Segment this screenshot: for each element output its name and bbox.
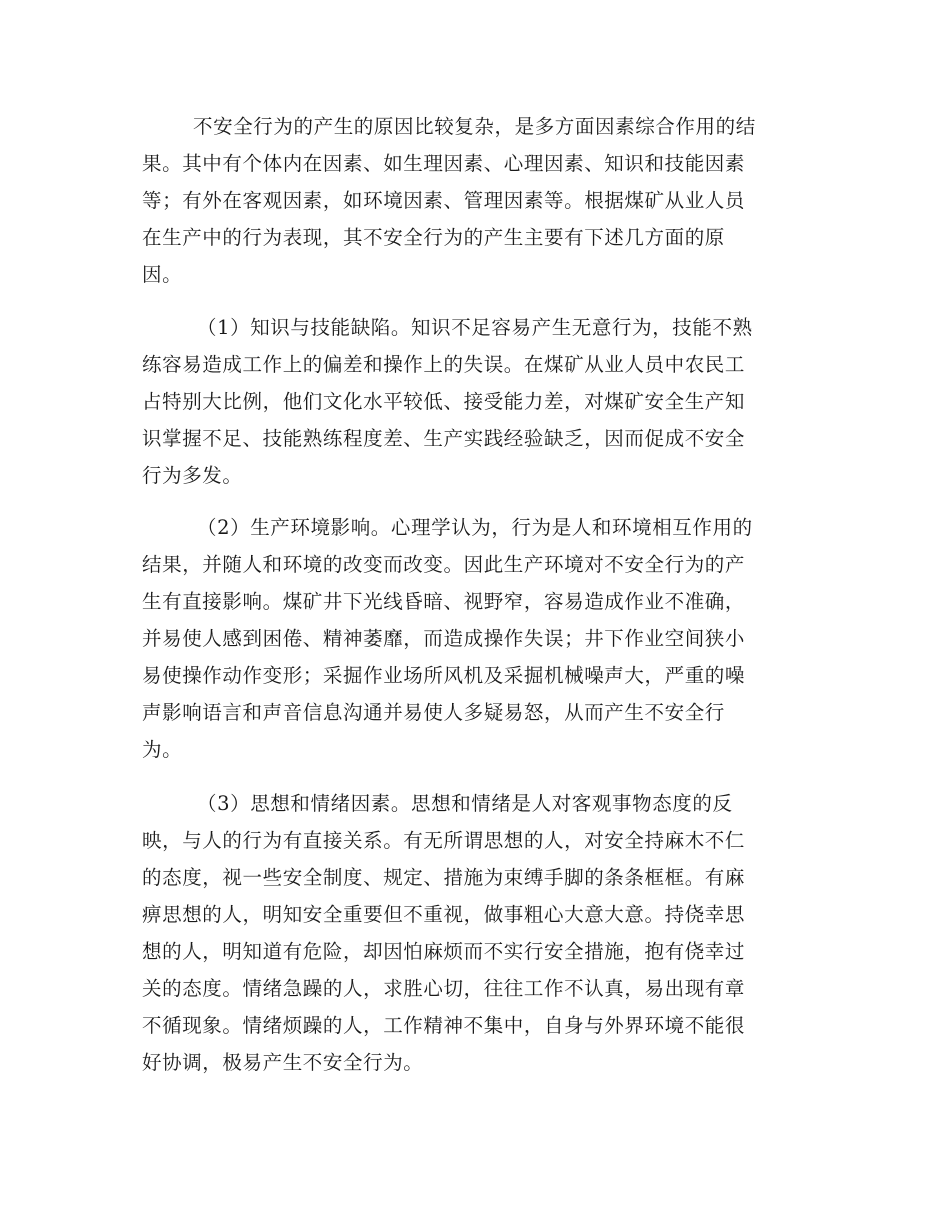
text-line: 在生产中的行为表现，其不安全行为的产生主要有下述几方面的原 (142, 226, 725, 249)
text-line: 痹思想的人，明知安全重要但不重视，做事粗心大意大意。持侥幸思 (142, 903, 746, 926)
text-line: 想的人，明知道有危险，却因怕麻烦而不实行安全措施，抱有侥幸过 (142, 940, 746, 963)
text-line: 练容易造成工作上的偏差和操作上的失误。在煤矿从业人员中农民工 (142, 353, 746, 376)
text-line: 占特别大比例，他们文化水平较低、接受能力差，对煤矿安全生产知 (142, 390, 746, 413)
text-line: 的态度，视一些安全制度、规定、措施为束缚手脚的条条框框。有麻 (142, 866, 746, 889)
text-line: 映，与人的行为有直接关系。有无所谓思想的人，对安全持麻木不仁 (142, 829, 746, 852)
paragraph-knowledge-skill (142, 309, 806, 494)
text-line: （1）知识与技能缺陷。知识不足容易产生无意行为，技能不熟 (197, 316, 753, 339)
text-line: 识掌握不足、技能熟练程度差、生产实践经验缺乏，因而促成不安全 (142, 427, 746, 450)
text-line: 为。 (142, 738, 183, 761)
text-line: 果。其中有个体内在因素、如生理因素、心理因素、知识和技能因素 (142, 152, 746, 175)
paragraph-environment (142, 509, 806, 768)
text-line: 好协调，极易产生不安全行为。 (142, 1051, 424, 1074)
text-line: 不安全行为的产生的原因比较复杂，是多方面因素综合作用的结 (193, 115, 756, 138)
text-line: 行为多发。 (142, 464, 243, 487)
text-line: 生有直接影响。煤矿井下光线昏暗、视野窄，容易造成作业不准确， (142, 590, 746, 613)
text-line: 关的态度。情绪急躁的人，求胜心切，往往工作不认真，易出现有章 (142, 977, 746, 1000)
paragraph-mindset-emotion (142, 785, 806, 1081)
text-line: 不循现象。情绪烦躁的人，工作精神不集中，自身与外界环境不能很 (142, 1014, 746, 1037)
paragraph-intro (142, 108, 806, 293)
text-line: 等；有外在客观因素，如环境因素、管理因素等。根据煤矿从业人员 (142, 189, 746, 212)
text-line: （2）生产环境影响。心理学认为，行为是人和环境相互作用的 (197, 516, 753, 539)
text-line: 结果，并随人和环境的改变而改变。因此生产环境对不安全行为的产 (142, 553, 746, 576)
text-line: 声影响语言和声音信息沟通并易使人多疑易怒，从而产生不安全行 (142, 701, 725, 724)
text-line: （3）思想和情绪因素。思想和情绪是人对客观事物态度的反 (197, 792, 733, 815)
text-line: 易使操作动作变形；采掘作业场所风机及采掘机械噪声大，严重的噪 (142, 664, 746, 687)
text-line: 因。 (142, 263, 183, 286)
text-line: 并易使人感到困倦、精神萎靡，而造成操作失误；井下作业空间狭小 (142, 627, 746, 650)
